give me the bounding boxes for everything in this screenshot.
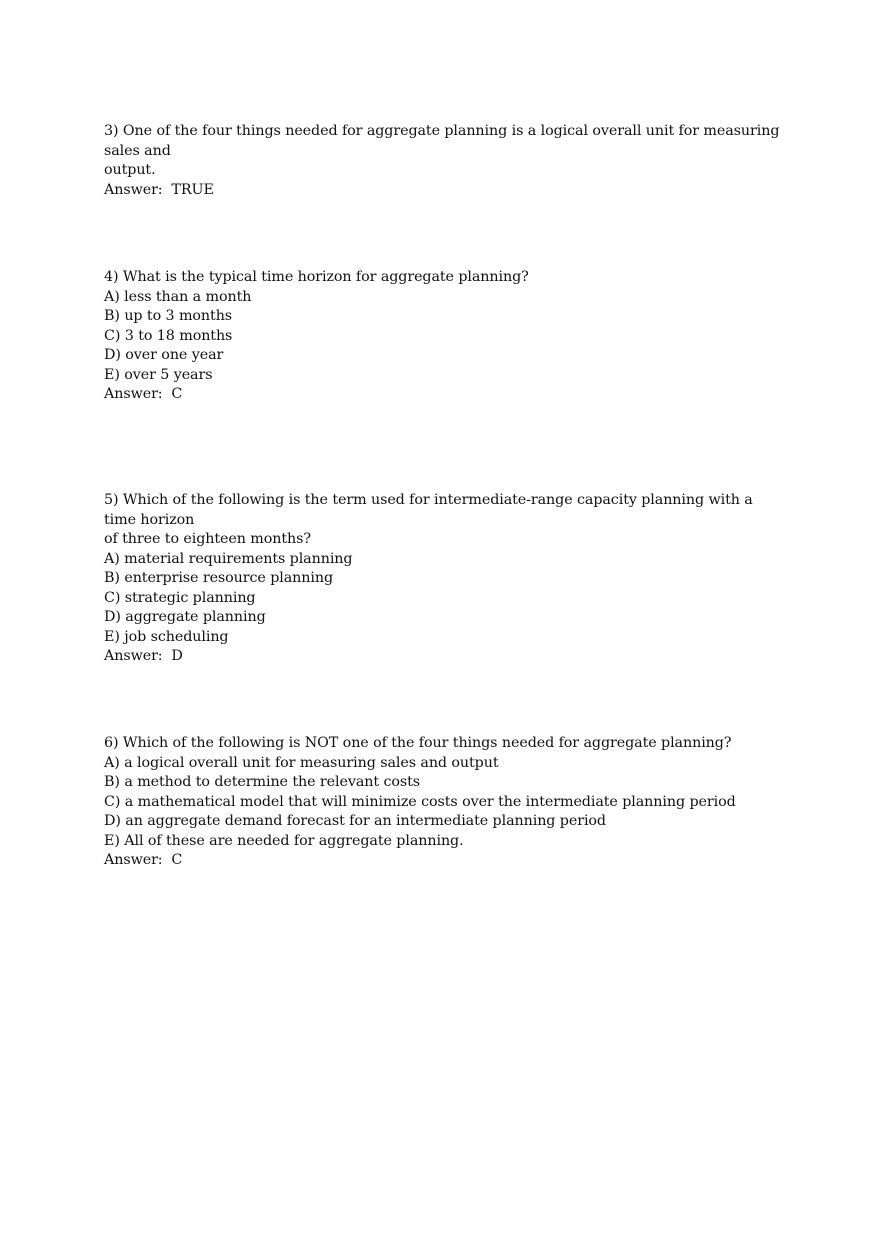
answer-option: E) job scheduling [104,628,229,645]
answer-option: D) aggregate planning [104,609,266,625]
answer-option: C) strategic planning [104,589,256,606]
question-stem: output. [104,162,156,178]
answer-option: E) All of these are needed for aggregate planning. [104,832,464,849]
answer-option: C) a mathematical model that will minimize costs over the intermediate planning period [104,793,736,810]
answer-option: D) over one year [104,347,224,363]
answer-option: B) a method to determine the relevant costs [104,774,420,790]
answer-text: Answer: C [104,852,183,868]
answer-option: B) enterprise resource planning [104,570,334,586]
question-stem: 4) What is the typical time horizon for aggregate planning? [104,269,529,285]
answer-option: A) a logical overall unit for measuring sales and output [104,754,499,771]
question-6 [104,734,784,871]
question-3 [104,122,784,200]
question-stem: 5) Which of the following is the term used for intermediate-range capacity planning with a time horizon [104,492,758,528]
answer-option: B) up to 3 months [104,308,233,324]
answer-option: A) material requirements planning [104,550,353,567]
answer-option: D) an aggregate demand forecast for an intermediate planning period [104,813,606,829]
question-stem: 3) One of the four things needed for aggregate planning is a logical overall unit for measuring sales and [104,123,784,159]
answer-option: E) over 5 years [104,366,213,383]
question-stem: 6) Which of the following is NOT one of the four things needed for aggregate planning? [104,735,732,751]
question-5 [104,491,784,667]
question-4 [104,268,784,405]
answer-option: C) 3 to 18 months [104,327,233,344]
question-stem: of three to eighteen months? [104,531,311,547]
answer-text: Answer: TRUE [104,181,214,198]
answer-text: Answer: C [104,386,183,402]
answer-text: Answer: D [104,648,183,664]
answer-option: A) less than a month [104,288,252,305]
